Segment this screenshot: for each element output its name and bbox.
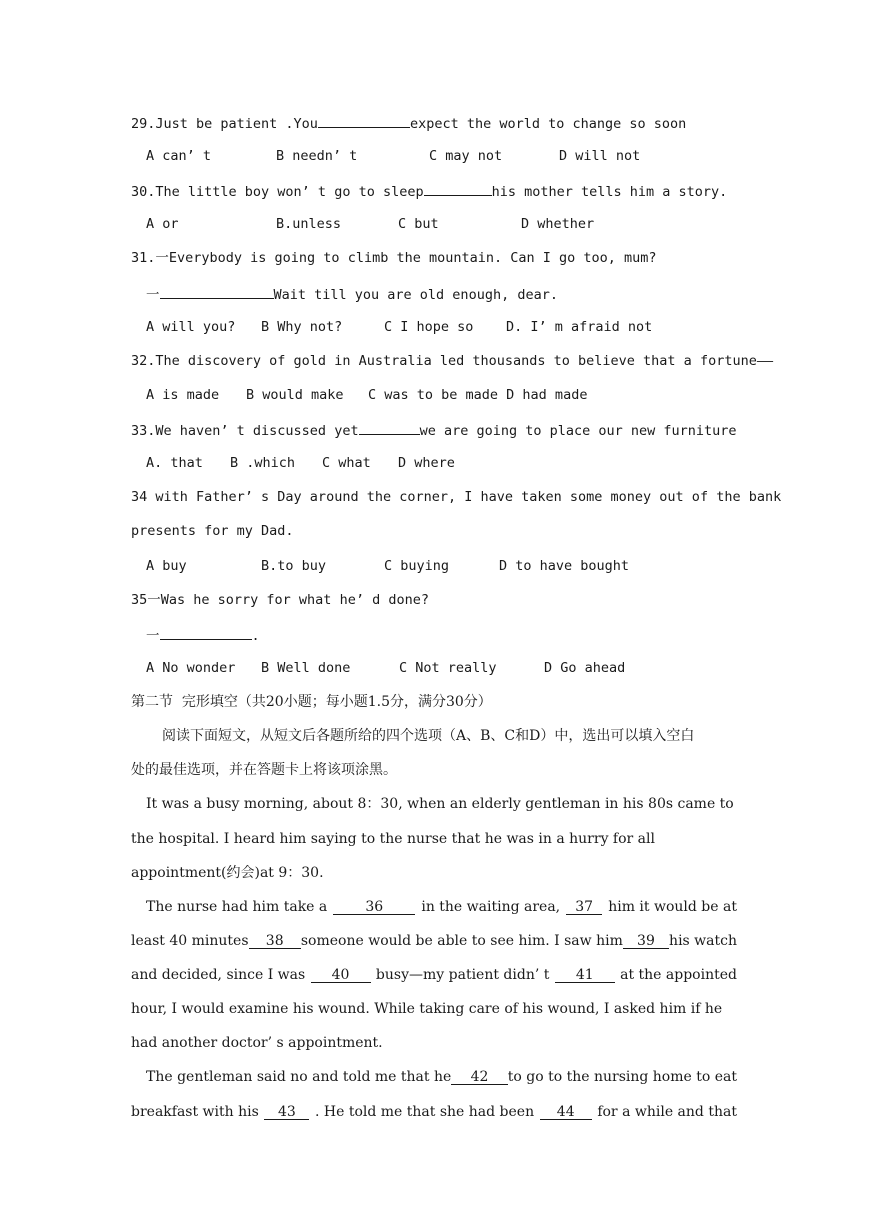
answer-blank-36: 36 [333, 897, 415, 915]
question-31: 31.一Everybody is going to climb the mountain. Can I go too, mum? [131, 250, 657, 266]
answer-blank [160, 283, 274, 299]
option-d: D to have bought [499, 558, 630, 574]
option-a: A or [146, 216, 179, 232]
question-34-cont: presents for my Dad. [131, 523, 294, 539]
option-c: C what [322, 455, 371, 471]
option-b: B would make [246, 387, 344, 403]
question-34-options [146, 556, 756, 576]
option-c: C Not really [399, 660, 497, 676]
answer-blank-44: 44 [540, 1102, 592, 1120]
section-instructions-cont: 处的最佳选项，并在答题卡上将该项涂黑。 [131, 762, 397, 778]
passage-line: The nurse had him take a 36 in the waiting area, 37 him it would be at [146, 899, 737, 915]
option-a: A is made [146, 387, 220, 403]
question-34: 34 with Father’ s Day around the corner, I have taken some money out of the bank [131, 489, 782, 505]
option-d: D. I’ m afraid not [506, 319, 653, 335]
option-a: A No wonder [146, 660, 236, 676]
question-35: 35一Was he sorry for what he’ d done? [131, 592, 429, 608]
answer-blank-38: 38 [249, 931, 301, 949]
question-31-options [146, 317, 756, 337]
question-30-options [146, 214, 756, 234]
question-33-options [146, 453, 756, 473]
answer-blank [160, 624, 252, 640]
section-instructions: 阅读下面短文，从短文后各题所给的四个选项（A、B、C和D）中，选出可以填入空白 [162, 728, 695, 744]
question-32: 32.The discovery of gold in Australia led thousands to believe that a fortune—— [131, 353, 774, 369]
option-b: B needn’ t [276, 148, 358, 164]
answer-blank [359, 419, 420, 435]
option-b: B .which [230, 455, 296, 471]
question-31-reply: 一 Wait till you are old enough, dear. [146, 283, 756, 305]
option-c: C but [398, 216, 439, 232]
passage-line: the hospital. I heard him saying to the nurse that he was in a hurry for all [131, 831, 655, 847]
passage-line: The gentleman said no and told me that he 42 to go to the nursing home to eat [146, 1069, 737, 1085]
question-35-options [146, 658, 756, 678]
question-29-options [146, 146, 756, 166]
passage-line: least 40 minutes 38 someone would be able to see him. I saw him 39 his watch [131, 933, 737, 949]
answer-blank-43: 43 [264, 1102, 309, 1120]
option-d: D Go ahead [544, 660, 626, 676]
passage-line: It was a busy morning, about 8：30, when an elderly gentleman in his 80s came to [146, 796, 734, 812]
passage-line: had another doctor’ s appointment. [131, 1035, 383, 1051]
option-c-d: C was to be made D had made [368, 387, 588, 403]
answer-blank-40: 40 [311, 965, 371, 983]
question-29: 29.Just be patient .You expect the world to change so soon [131, 112, 741, 134]
passage-line: and decided, since I was 40 busy—my patient didn’ t 41 at the appointed [131, 967, 737, 983]
option-b: B.to buy [261, 558, 327, 574]
question-30: 30.The little boy won’ t go to sleep his mother tells him a story. [131, 180, 741, 202]
answer-blank [318, 112, 410, 128]
option-a: A buy [146, 558, 187, 574]
option-d: D will not [559, 148, 641, 164]
answer-blank-37: 37 [566, 897, 602, 915]
answer-blank-39: 39 [623, 931, 669, 949]
option-d: D where [398, 455, 455, 471]
question-32-options [146, 385, 756, 405]
option-a: A. that [146, 455, 203, 471]
question-35-reply: 一 . [146, 624, 756, 646]
passage-line: hour, I would examine his wound. While taking care of his wound, I asked him if he [131, 1001, 723, 1017]
option-a: A will you? [146, 319, 236, 335]
answer-blank-41: 41 [555, 965, 615, 983]
option-b: B.unless [276, 216, 342, 232]
answer-blank-42: 42 [451, 1067, 507, 1085]
question-33: 33.We haven’ t discussed yet we are going to place our new furniture [131, 419, 741, 441]
passage-line: breakfast with his 43 . He told me that she had been 44 for a while and that [131, 1104, 737, 1120]
option-a: A can’ t [146, 148, 212, 164]
option-c: C may not [429, 148, 503, 164]
option-b: B Well done [261, 660, 351, 676]
section-title: 第二节 完形填空（共20小题；每小题1.5分，满分30分） [131, 694, 492, 710]
option-c: C buying [384, 558, 450, 574]
passage-line: appointment(约会)at 9：30. [131, 865, 324, 881]
option-b: B Why not? [261, 319, 343, 335]
option-d: D whether [521, 216, 595, 232]
option-c: C I hope so [384, 319, 474, 335]
answer-blank [424, 180, 492, 196]
